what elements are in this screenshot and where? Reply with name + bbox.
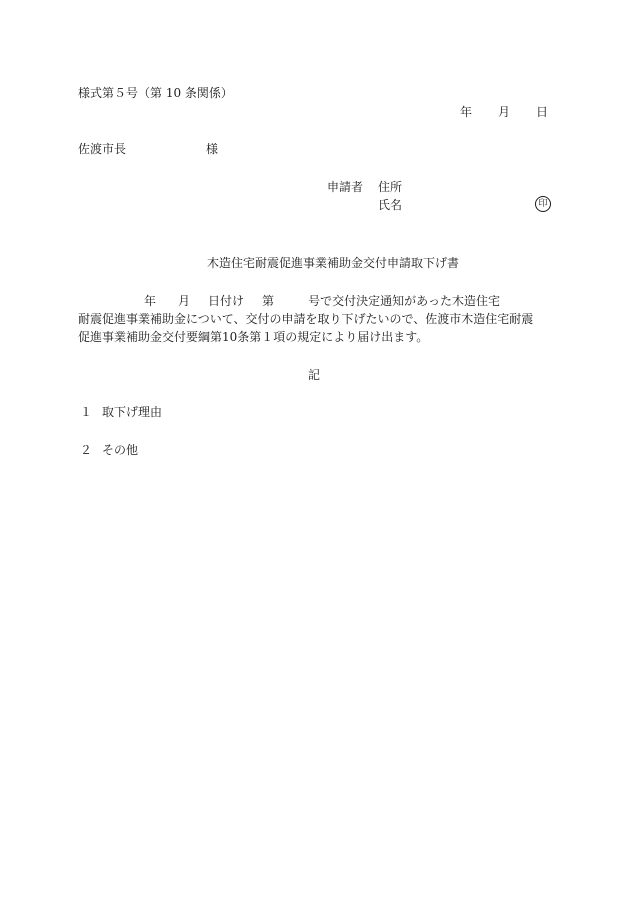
body-line-3: 促進事業補助金交付要綱第10条第１項の規定により届け出ます。 xyxy=(78,330,429,344)
body-line-1-rest: 号で交付決定通知があった木造住宅 xyxy=(308,294,500,308)
address-label: 住所 xyxy=(378,180,403,194)
addressee xyxy=(78,141,218,157)
item-number: ２ xyxy=(80,443,93,457)
applicant-label: 申請者 xyxy=(327,180,364,194)
addressee-honorific: 様 xyxy=(206,142,219,156)
body-year: 年 xyxy=(144,294,157,308)
seal-icon: 印 xyxy=(535,196,551,212)
date-year-label: 年 xyxy=(459,105,472,119)
date-day-label: 日 xyxy=(535,105,548,119)
date-line xyxy=(460,104,548,120)
body-line-1 xyxy=(78,292,556,310)
list-item xyxy=(80,442,138,458)
body-text xyxy=(78,292,556,346)
body-month: 月 xyxy=(178,294,191,308)
body-no: 第 xyxy=(262,294,275,308)
item-label: その他 xyxy=(102,443,139,457)
document-title: 木造住宅耐震促進事業補助金交付申請取下げ書 xyxy=(207,256,460,270)
list-item xyxy=(80,404,162,420)
ki-mark: 記 xyxy=(308,368,321,382)
item-label: 取下げ理由 xyxy=(102,405,163,419)
date-month-label: 月 xyxy=(497,105,510,119)
addressee-title: 佐渡市長 xyxy=(78,142,127,156)
name-label: 氏名 xyxy=(378,198,403,212)
item-number: １ xyxy=(80,405,93,419)
body-line-2: 耐震促進事業補助金について、交付の申請を取り下げたいので、佐渡市木造住宅耐震 xyxy=(78,312,534,326)
body-date: 日付け xyxy=(208,294,245,308)
form-number: 様式第５号（第 10 条関係） xyxy=(78,86,233,100)
